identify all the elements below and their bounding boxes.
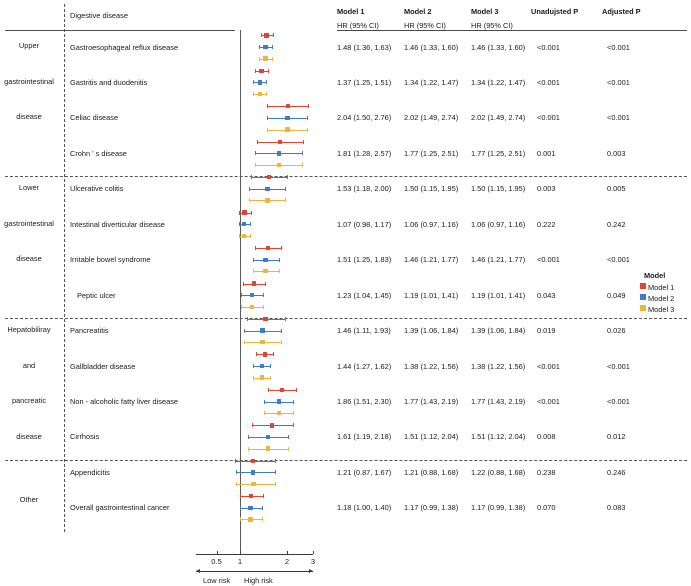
cell-adjusted-p: 0.242 [607, 219, 626, 229]
cell-model-1: 1.86 (1.51, 2.30) [337, 397, 392, 406]
ci-upper-cap [303, 140, 304, 144]
group-label-line: disease [16, 254, 42, 263]
cell-model-2: 1.21 (0.88, 1.68) [404, 467, 459, 477]
point-estimate-marker [270, 423, 274, 427]
point-estimate-marker [266, 435, 270, 439]
ci-upper-cap [281, 329, 282, 333]
cell-unadjusted-p: 0.003 [537, 184, 556, 194]
ci-upper-cap [302, 151, 303, 155]
ci-lower-cap [251, 175, 252, 179]
ci-lower-cap [267, 104, 268, 108]
ci-lower-cap [244, 340, 245, 344]
ci-upper-cap [263, 494, 264, 498]
ci-upper-cap [285, 198, 286, 202]
point-estimate-marker [264, 33, 268, 37]
ci-upper-cap [263, 293, 264, 297]
x-axis-tick [217, 551, 218, 554]
outcome-label: Celiac disease [70, 113, 119, 123]
point-estimate-marker [277, 151, 281, 155]
cell-adjusted-p: 0.005 [607, 184, 626, 194]
point-estimate-marker [258, 80, 262, 84]
cell-model-2: 1.17 (0.99, 1.38) [404, 503, 459, 513]
cell-model-3: 1.46 (1.21, 1.77) [471, 255, 526, 265]
cell-model-2: 1.39 (1.06, 1.84) [404, 326, 459, 336]
cell-model-3: 1.50 (1.15, 1.95) [471, 184, 526, 194]
cell-model-3: 1.06 (0.97, 1.16) [471, 219, 526, 229]
outcome-label: Gallbladder disease [70, 361, 136, 371]
legend-swatch [640, 305, 646, 311]
point-estimate-marker [260, 328, 264, 332]
ci-upper-cap [272, 57, 273, 61]
point-estimate-marker [265, 187, 269, 191]
ci-upper-cap [279, 258, 280, 262]
point-estimate-marker [263, 45, 267, 49]
ci-lower-cap [239, 222, 240, 226]
cell-model-1: 2.04 (1.50, 2.76) [337, 113, 392, 123]
outcome-label: Intestinal diverticular disease [70, 219, 165, 229]
ci-lower-cap [241, 293, 242, 297]
point-estimate-marker [285, 127, 289, 131]
column-subheader-model-1: HR (95% CI) [337, 21, 379, 30]
ci-upper-cap [275, 482, 276, 486]
cell-unadjusted-p: 0.070 [537, 503, 556, 513]
ci-upper-cap [251, 211, 252, 215]
ci-upper-cap [268, 69, 269, 73]
point-estimate-marker [242, 222, 246, 226]
cell-adjusted-p: 0.246 [607, 467, 626, 477]
ci-lower-cap [253, 376, 254, 380]
ci-lower-cap [264, 400, 265, 404]
point-estimate-marker [286, 104, 290, 108]
cell-model-2: 1.46 (1.21, 1.77) [404, 255, 459, 265]
cell-model-2: 1.77 (1.25, 2.51) [404, 148, 459, 158]
ci-lower-cap [240, 494, 241, 498]
cell-model-1: 1.46 (1.11, 1.93) [337, 326, 391, 336]
cell-model-1: 1.44 (1.27, 1.62) [337, 361, 392, 371]
cell-model-3: 1.77 (1.43, 2.19) [471, 397, 526, 406]
legend-label: Model 3 [648, 304, 675, 314]
outcome-label: Cirrhosis [70, 432, 100, 442]
cell-unadjusted-p: <0.001 [537, 42, 560, 52]
point-estimate-marker [252, 281, 256, 285]
cell-model-3: 1.51 (1.12, 2.04) [471, 432, 526, 442]
ci-upper-cap [263, 305, 264, 309]
cell-unadjusted-p: 0.043 [537, 290, 556, 300]
ci-lower-cap [267, 128, 268, 132]
cell-unadjusted-p: <0.001 [537, 361, 560, 371]
ci-upper-cap [262, 517, 263, 521]
ci-upper-cap [288, 435, 289, 439]
ci-upper-cap [285, 317, 286, 321]
legend-label: Model 1 [648, 282, 675, 292]
x-axis-tick-label: 3 [310, 557, 316, 566]
cell-unadjusted-p: 0.222 [537, 219, 556, 229]
ci-lower-cap [236, 482, 237, 486]
point-estimate-marker [277, 411, 281, 415]
cell-model-2: 1.19 (1.01, 1.41) [404, 290, 459, 300]
cell-model-3: 2.02 (1.49, 2.74) [471, 113, 526, 123]
outcome-label: Appendicitis [70, 467, 110, 477]
ci-lower-cap [255, 151, 256, 155]
ci-upper-cap [307, 128, 308, 132]
ci-lower-cap [235, 459, 236, 463]
point-estimate-marker [248, 506, 252, 510]
group-label-line: gastrointestinal [4, 76, 54, 86]
cell-model-2: 1.38 (1.22, 1.56) [404, 361, 459, 371]
cell-model-1: 1.37 (1.25, 1.51) [337, 77, 392, 87]
point-estimate-marker [263, 269, 267, 273]
column-header-model-1: Model 1 [337, 7, 365, 16]
point-estimate-marker [266, 446, 270, 450]
cell-adjusted-p: 0.083 [607, 503, 626, 513]
group-label-line: Upper [18, 41, 40, 50]
column-subheader-model-2: HR (95% CI) [404, 21, 446, 30]
ci-lower-cap [253, 92, 254, 96]
group-label-line: disease [16, 431, 42, 441]
ci-upper-cap [262, 506, 263, 510]
ci-upper-cap [270, 376, 271, 380]
ci-upper-cap [270, 364, 271, 368]
outcome-label: Non - alcoholic fatty liver disease [70, 397, 179, 406]
ci-upper-cap [250, 222, 251, 226]
group-label-line: disease [16, 112, 42, 121]
ci-lower-cap [259, 57, 260, 61]
x-axis-tick-label: 1 [237, 557, 243, 566]
column-header-model-3: Model 3 [471, 7, 499, 16]
ci-lower-cap [253, 80, 254, 84]
cell-model-3: 1.39 (1.06, 1.84) [471, 326, 526, 336]
ci-lower-cap [249, 187, 250, 191]
cell-adjusted-p: <0.001 [607, 255, 630, 265]
point-estimate-marker [260, 364, 264, 368]
cell-model-2: 1.06 (0.97, 1.16) [404, 219, 459, 229]
low-risk-label: Low risk [203, 576, 231, 585]
ci-upper-cap [293, 400, 294, 404]
cell-unadjusted-p: 0.238 [537, 467, 556, 477]
cell-unadjusted-p: <0.001 [537, 397, 560, 406]
ci-lower-cap [259, 45, 260, 49]
cell-adjusted-p: 0.012 [607, 432, 626, 442]
outcome-label: Peptic ulcer [77, 290, 116, 300]
cell-model-1: 1.61 (1.19, 2.18) [337, 432, 392, 442]
column-header-unadjusted-p: Unadujsted P [531, 7, 579, 16]
point-estimate-marker [250, 305, 254, 309]
point-estimate-marker [251, 459, 255, 463]
point-estimate-marker [278, 140, 282, 144]
outcome-label: Gastritis and duodenitis [70, 77, 148, 87]
ci-lower-cap [248, 447, 249, 451]
cell-model-1: 1.23 (1.04, 1.45) [337, 290, 392, 300]
reference-line [240, 30, 241, 552]
ci-lower-cap [253, 258, 254, 262]
cell-unadjusted-p: 0.008 [537, 432, 556, 442]
group-label-line: pancreatic [11, 396, 47, 405]
point-estimate-marker [277, 163, 281, 167]
ci-upper-cap [293, 411, 294, 415]
point-estimate-marker [242, 234, 246, 238]
point-estimate-marker [260, 375, 264, 379]
group-label-line: Other [19, 495, 39, 504]
ci-lower-cap [253, 269, 254, 273]
cell-model-3: 1.77 (1.25, 2.51) [471, 148, 526, 158]
x-axis-tick [313, 551, 314, 554]
group-label-line: gastrointestinal [4, 218, 54, 228]
cell-adjusted-p: 0.003 [607, 148, 626, 158]
ci-lower-cap [256, 352, 257, 356]
outcome-label: Ulcerative colitis [70, 184, 124, 194]
point-estimate-marker [267, 175, 271, 179]
cell-model-3: 1.22 (0.88, 1.68) [471, 467, 526, 477]
cell-model-3: 1.46 (1.33, 1.60) [471, 42, 526, 52]
section-title: Digestive disease [70, 11, 128, 20]
x-axis-tick [240, 551, 241, 554]
ci-lower-cap [255, 163, 256, 167]
cell-adjusted-p: <0.001 [607, 361, 630, 371]
outcome-label: Overall gastrointestinal cancer [70, 503, 170, 513]
point-estimate-marker [260, 340, 264, 344]
x-axis-tick-label: 0.5 [211, 557, 222, 566]
ci-upper-cap [296, 388, 297, 392]
ci-lower-cap [253, 364, 254, 368]
ci-lower-cap [267, 116, 268, 120]
outcome-label: Pancreatitis [70, 326, 109, 336]
ci-upper-cap [285, 187, 286, 191]
group-label-line: Hepatobiliray [7, 325, 51, 334]
ci-upper-cap [279, 269, 280, 273]
point-estimate-marker [263, 317, 267, 321]
cell-model-1: 1.48 (1.36, 1.63) [337, 42, 392, 52]
ci-upper-cap [287, 175, 288, 179]
ci-upper-cap [307, 116, 308, 120]
legend-swatch [640, 283, 646, 289]
point-estimate-marker [263, 56, 267, 60]
cell-model-2: 2.02 (1.49, 2.74) [404, 113, 459, 123]
ci-lower-cap [239, 234, 240, 238]
high-risk-arrowhead [309, 569, 313, 573]
ci-upper-cap [281, 246, 282, 250]
ci-upper-cap [275, 470, 276, 474]
cell-adjusted-p: 0.026 [607, 326, 626, 336]
point-estimate-marker [280, 388, 284, 392]
ci-lower-cap [257, 140, 258, 144]
ci-upper-cap [308, 104, 309, 108]
confidence-interval-line [236, 472, 276, 473]
cell-model-1: 1.18 (1.00, 1.40) [337, 503, 392, 513]
point-estimate-marker [263, 352, 267, 356]
point-estimate-marker [258, 92, 262, 96]
ci-lower-cap [239, 211, 240, 215]
cell-model-1: 1.53 (1.18, 2.00) [337, 184, 392, 194]
cell-model-1: 1.81 (1.28, 2.57) [337, 148, 392, 158]
column-header-model-2: Model 2 [404, 7, 432, 16]
ci-lower-cap [264, 411, 265, 415]
cell-model-1: 1.21 (0.87, 1.67) [337, 467, 392, 477]
ci-upper-cap [273, 352, 274, 356]
ci-upper-cap [250, 234, 251, 238]
ci-lower-cap [255, 69, 256, 73]
outcome-label: Crohn ' s disease [70, 148, 127, 158]
x-axis-line [196, 554, 313, 555]
risk-direction-axis [196, 571, 313, 572]
x-axis-tick [287, 551, 288, 554]
ci-lower-cap [243, 282, 244, 286]
ci-lower-cap [255, 246, 256, 250]
ci-upper-cap [272, 45, 273, 49]
point-estimate-marker [263, 258, 267, 262]
cell-adjusted-p: 0.049 [607, 290, 626, 300]
outcome-label: Gastroesophageal reflux disease [70, 42, 179, 52]
point-estimate-marker [249, 494, 253, 498]
ci-lower-cap [268, 388, 269, 392]
high-risk-label: High risk [244, 576, 273, 585]
cell-adjusted-p: <0.001 [607, 397, 630, 406]
ci-upper-cap [273, 33, 274, 37]
ci-upper-cap [266, 80, 267, 84]
cell-model-3: 1.19 (1.01, 1.41) [471, 290, 526, 300]
legend-label: Model 2 [648, 293, 675, 303]
point-estimate-marker [248, 517, 252, 521]
point-estimate-marker [251, 470, 255, 474]
cell-model-2: 1.77 (1.43, 2.19) [404, 397, 459, 406]
column-header-adjusted-p: Adjusted P [602, 7, 641, 16]
cell-adjusted-p: <0.001 [607, 77, 630, 87]
cell-unadjusted-p: <0.001 [537, 77, 560, 87]
ci-lower-cap [244, 329, 245, 333]
cell-model-1: 1.07 (0.98, 1.17) [337, 219, 392, 229]
point-estimate-marker [250, 293, 254, 297]
ci-lower-cap [240, 517, 241, 521]
cell-adjusted-p: <0.001 [607, 113, 630, 123]
ci-upper-cap [266, 92, 267, 96]
cell-model-2: 1.51 (1.12, 2.04) [404, 432, 459, 442]
cell-model-2: 1.50 (1.15, 1.95) [404, 184, 459, 194]
ci-lower-cap [248, 435, 249, 439]
cell-model-3: 1.34 (1.22, 1.47) [471, 77, 526, 87]
point-estimate-marker [277, 399, 281, 403]
ci-upper-cap [288, 447, 289, 451]
ci-lower-cap [241, 305, 242, 309]
ci-upper-cap [265, 282, 266, 286]
cell-unadjusted-p: <0.001 [537, 255, 560, 265]
point-estimate-marker [242, 210, 246, 214]
point-estimate-marker [259, 69, 263, 73]
point-estimate-marker [265, 198, 269, 202]
cell-unadjusted-p: <0.001 [537, 113, 560, 123]
group-label-line: Lower [18, 183, 40, 192]
outcome-label: Irritable bowel syndrome [70, 255, 151, 265]
ci-lower-cap [236, 470, 237, 474]
cell-model-2: 1.34 (1.22, 1.47) [404, 77, 459, 87]
cell-model-3: 1.38 (1.22, 1.56) [471, 361, 526, 371]
ci-upper-cap [275, 459, 276, 463]
ci-upper-cap [281, 340, 282, 344]
column-subheader-model-3: HR (95% CI) [471, 21, 513, 30]
x-axis-tick-label: 2 [284, 557, 290, 566]
ci-lower-cap [252, 423, 253, 427]
cell-unadjusted-p: 0.019 [537, 326, 556, 336]
cell-unadjusted-p: 0.001 [537, 148, 556, 158]
cell-model-1: 1.51 (1.25, 1.83) [337, 255, 392, 265]
ci-lower-cap [240, 506, 241, 510]
ci-upper-cap [293, 423, 294, 427]
group-label-line: and [22, 360, 36, 370]
point-estimate-marker [266, 246, 270, 250]
point-estimate-marker [285, 116, 289, 120]
cell-model-2: 1.46 (1.33, 1.60) [404, 42, 459, 52]
ci-lower-cap [261, 33, 262, 37]
ci-lower-cap [247, 317, 248, 321]
low-risk-arrowhead [196, 569, 200, 573]
ci-lower-cap [249, 198, 250, 202]
legend-swatch [640, 294, 646, 300]
point-estimate-marker [251, 482, 255, 486]
legend-title: Model [644, 271, 666, 280]
ci-upper-cap [302, 163, 303, 167]
cell-model-3: 1.17 (0.99, 1.38) [471, 503, 526, 513]
cell-adjusted-p: <0.001 [607, 42, 630, 52]
